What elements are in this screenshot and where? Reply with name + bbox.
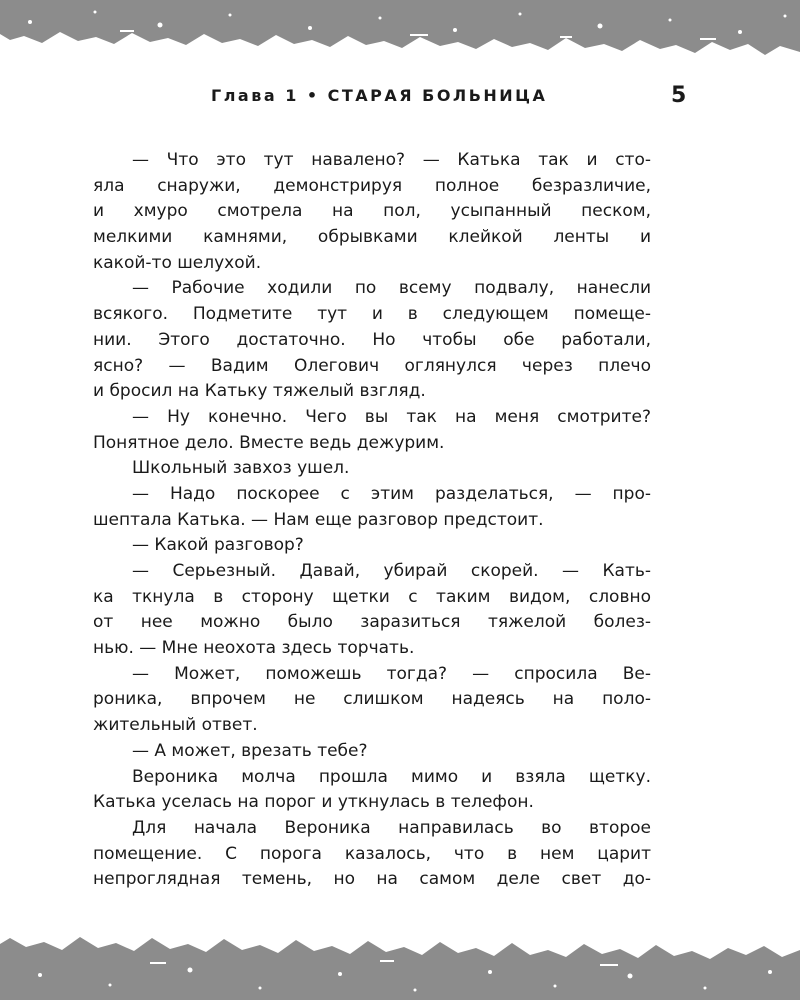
page-number: 5 xyxy=(671,83,687,108)
running-header xyxy=(0,83,800,116)
text-line: — Надо поскорее с этим разделаться, — про- xyxy=(132,483,651,504)
text-line: шептала Катька. — Нам еще разговор предстоит. xyxy=(93,509,544,530)
bottom-grunge-band xyxy=(0,930,800,1000)
text-line: — Что это тут навалено? — Катька так и сто- xyxy=(132,150,651,170)
text-line: нии. Этого достаточно. Но чтобы обе работали, xyxy=(93,329,651,350)
body-text xyxy=(93,148,651,893)
text-line: — Рабочие ходили по всему подвалу, нанесли xyxy=(132,278,651,299)
text-line: всякого. Подметите тут и в следующем помеще- xyxy=(93,304,651,325)
chapter-heading xyxy=(211,86,547,105)
text-line: ка ткнула в сторону щетки с таким видом, словно xyxy=(93,586,651,607)
text-line: и хмуро смотрела на пол, усыпанный песком, xyxy=(93,201,651,222)
text-line: жительный ответ. xyxy=(93,715,258,736)
text-line: от нее можно было заразиться тяжелой болез- xyxy=(93,612,651,633)
text-line: — Может, поможешь тогда? — спросила Ве- xyxy=(132,663,651,684)
text-line: какой-то шелухой. xyxy=(93,252,262,273)
text-line: и бросил на Катьку тяжелый взгляд. xyxy=(93,381,426,402)
text-line: — Какой разговор? xyxy=(132,535,304,556)
text-line: ясно? — Вадим Олегович оглянулся через плечо xyxy=(93,355,651,376)
text-line: — Серьезный. Давай, убирай скорей. — Кать- xyxy=(132,561,651,581)
text-line: — Ну конечно. Чего вы так на меня смотрите? xyxy=(132,406,651,427)
text-line: помещение. С порога казалось, что в нем царит xyxy=(93,843,651,864)
text-line: роника, впрочем не слишком надеясь на поло- xyxy=(93,689,651,710)
text-line: Понятное дело. Вместе ведь дежурим. xyxy=(93,432,445,453)
separator-dot: • xyxy=(306,86,320,105)
text-line: Для начала Вероника направилась во второе xyxy=(132,817,651,838)
text-line: нью. — Мне неохота здесь торчать. xyxy=(93,638,415,659)
text-line: непроглядная темень, но на самом деле свет до- xyxy=(93,869,651,890)
top-grunge-band xyxy=(0,0,800,70)
text-line: Катька уселась на порог и уткнулась в телефон. xyxy=(93,792,534,813)
chapter-title: СТАРАЯ БОЛЬНИЦА xyxy=(327,86,548,105)
text-line: Вероника молча прошла мимо и взяла щетку. xyxy=(132,766,651,787)
text-line: — А может, врезать тебе? xyxy=(132,740,368,761)
text-line: яла снаружи, демонстрируя полное безразличие, xyxy=(93,175,651,196)
chapter-label: Глава 1 xyxy=(211,86,299,105)
text-line: Школьный завхоз ушел. xyxy=(132,458,350,479)
text-line: мелкими камнями, обрывками клейкой ленты и xyxy=(93,227,651,248)
